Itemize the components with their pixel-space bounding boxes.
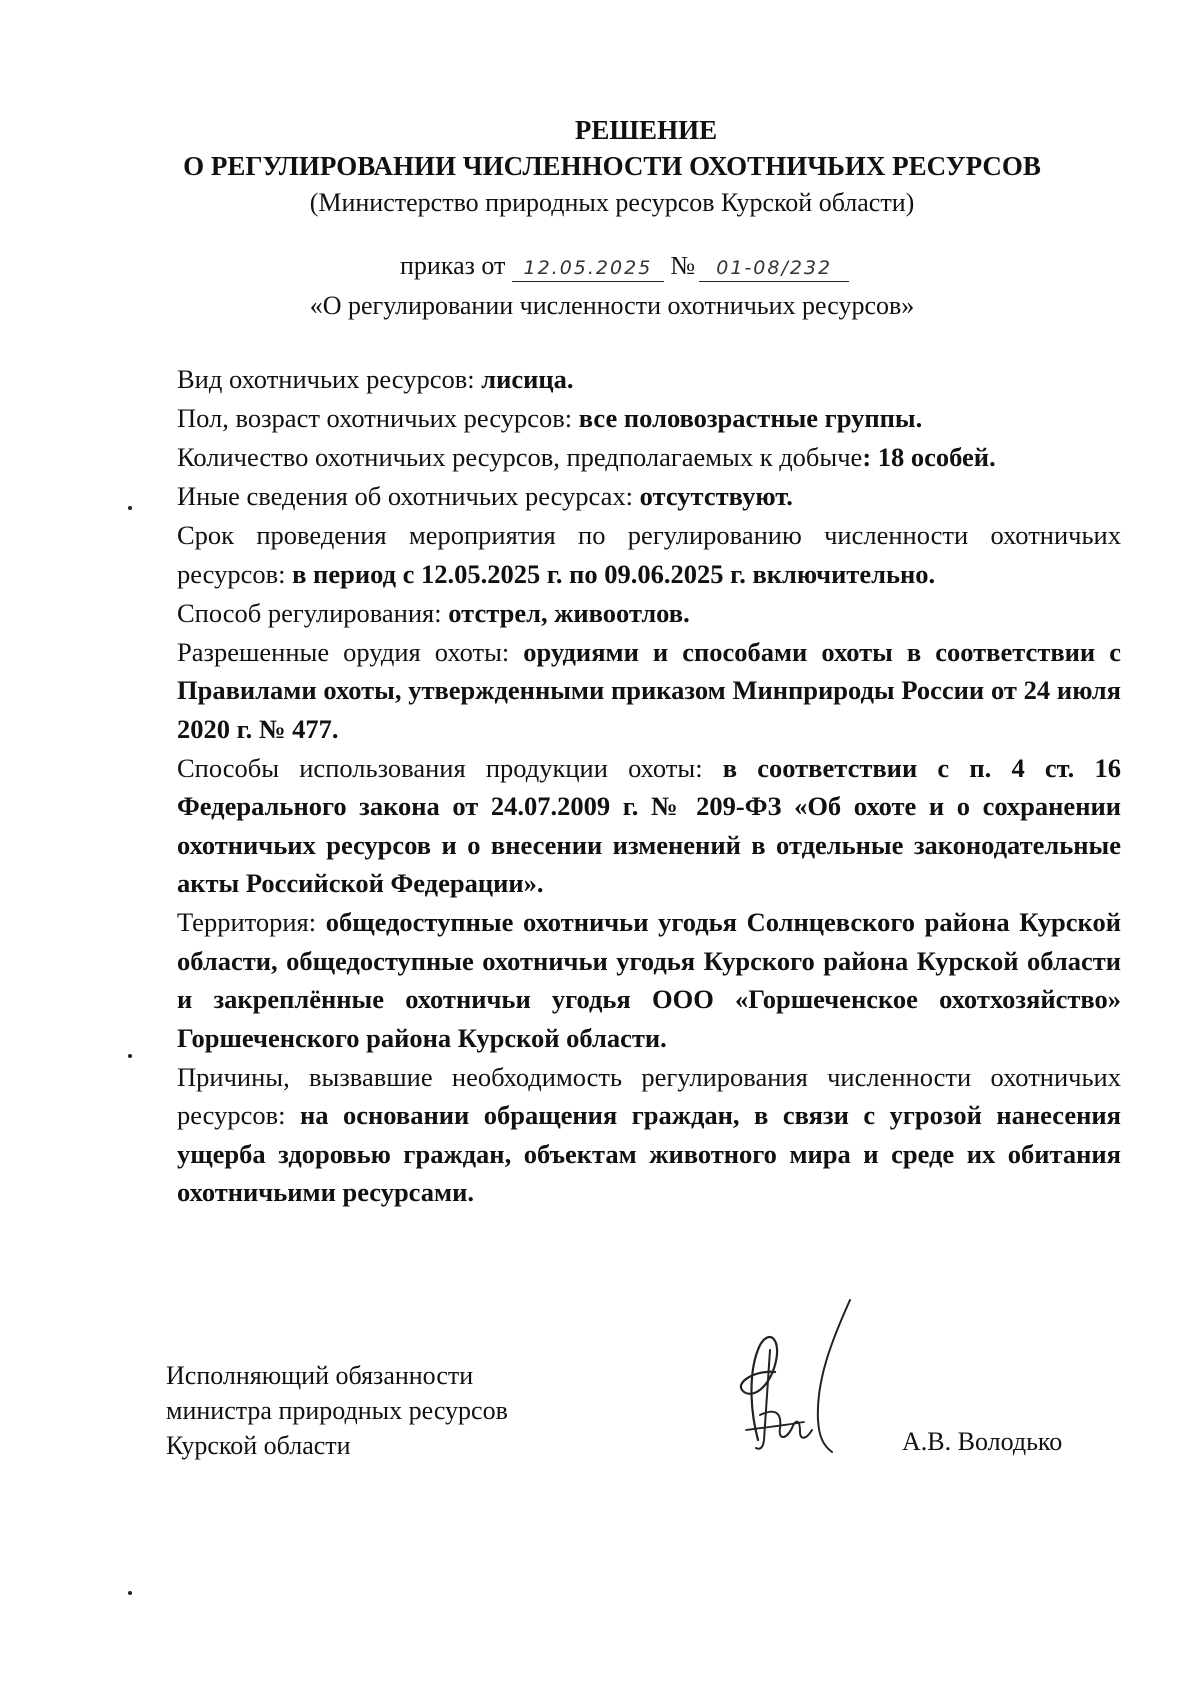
decision-body <box>177 360 1121 1212</box>
scan-speck <box>128 1591 132 1595</box>
issuing-authority: (Министерство природных ресурсов Курской области) <box>309 188 915 217</box>
order-title: «О регулировании численности охотничьих ресурсов» <box>309 291 915 320</box>
field-period: Срок проведения мероприятия по регулированию численности охотничьих ресурсов: в период с 12.05.2025 г. по 09.06.2025 г. включительно. <box>177 520 1121 589</box>
field-reasons: Причины, вызвавшие необходимость регулирования численности охотничьих ресурсов: на основании обращения граждан, в связи с угрозой нанесения ущерба здоровью граждан, объектам животного мира и среде их обитания охотничьими ресурсами. <box>177 1061 1121 1207</box>
field-quantity: Количество охотничьих ресурсов, предполагаемых к добыче: 18 особей. <box>177 442 996 472</box>
order-number-label: № <box>670 251 696 280</box>
field-other-info: Иные сведения об охотничьих ресурсах: отсутствуют. <box>177 481 793 511</box>
document-title-subject: О РЕГУЛИРОВАНИИ ЧИСЛЕННОСТИ ОХОТНИЧЬИХ РЕСУРСОВ <box>183 151 1041 181</box>
scan-speck <box>128 1054 132 1058</box>
order-date-handwritten: 12.05.2025 <box>512 255 664 282</box>
signatory-name: А.В. Володько <box>902 1427 1063 1456</box>
field-tools: Разрешенные орудия охоты: орудиями и способами охоты в соответствии с Правилами охоты, утвержденными приказом Минприроды России от 24 июля 2020 г. № 477. <box>177 636 1121 744</box>
order-number-handwritten: 01-08/232 <box>699 255 849 282</box>
document-title: РЕШЕНИЕ <box>574 115 718 145</box>
field-sex-age: Пол, возраст охотничьих ресурсов: все половозрастные группы. <box>177 403 923 433</box>
order-reference <box>400 246 849 286</box>
field-resource-type: Вид охотничьих ресурсов: лисица. <box>177 364 574 394</box>
field-method: Способ регулирования: отстрел, живоотлов. <box>177 597 690 628</box>
signatory-position: Исполняющий обязанности министра природных ресурсов Курской области <box>166 1361 508 1460</box>
handwritten-signature <box>720 1290 880 1460</box>
field-product-use: Способы использования продукции охоты: в соответствии с п. 4 ст. 16 Федерального закона от 24.07.2009 г. № 209-ФЗ «Об охоте и о сохранении охотничьих ресурсов и о внесении изменений в отдельные законодательные акты Российской Федерации». <box>177 752 1121 898</box>
scan-speck <box>128 506 132 510</box>
field-territory: Территория: общедоступные охотничьи угодья Солнцевского района Курской области, общедоступные охотничьи угодья Курского района Курской области и закреплённые охотничьи угодья ООО «Горшеченское охотхозяйство» Горшеченского района Курской области. <box>177 907 1121 1053</box>
order-prefix: приказ от <box>400 251 506 280</box>
